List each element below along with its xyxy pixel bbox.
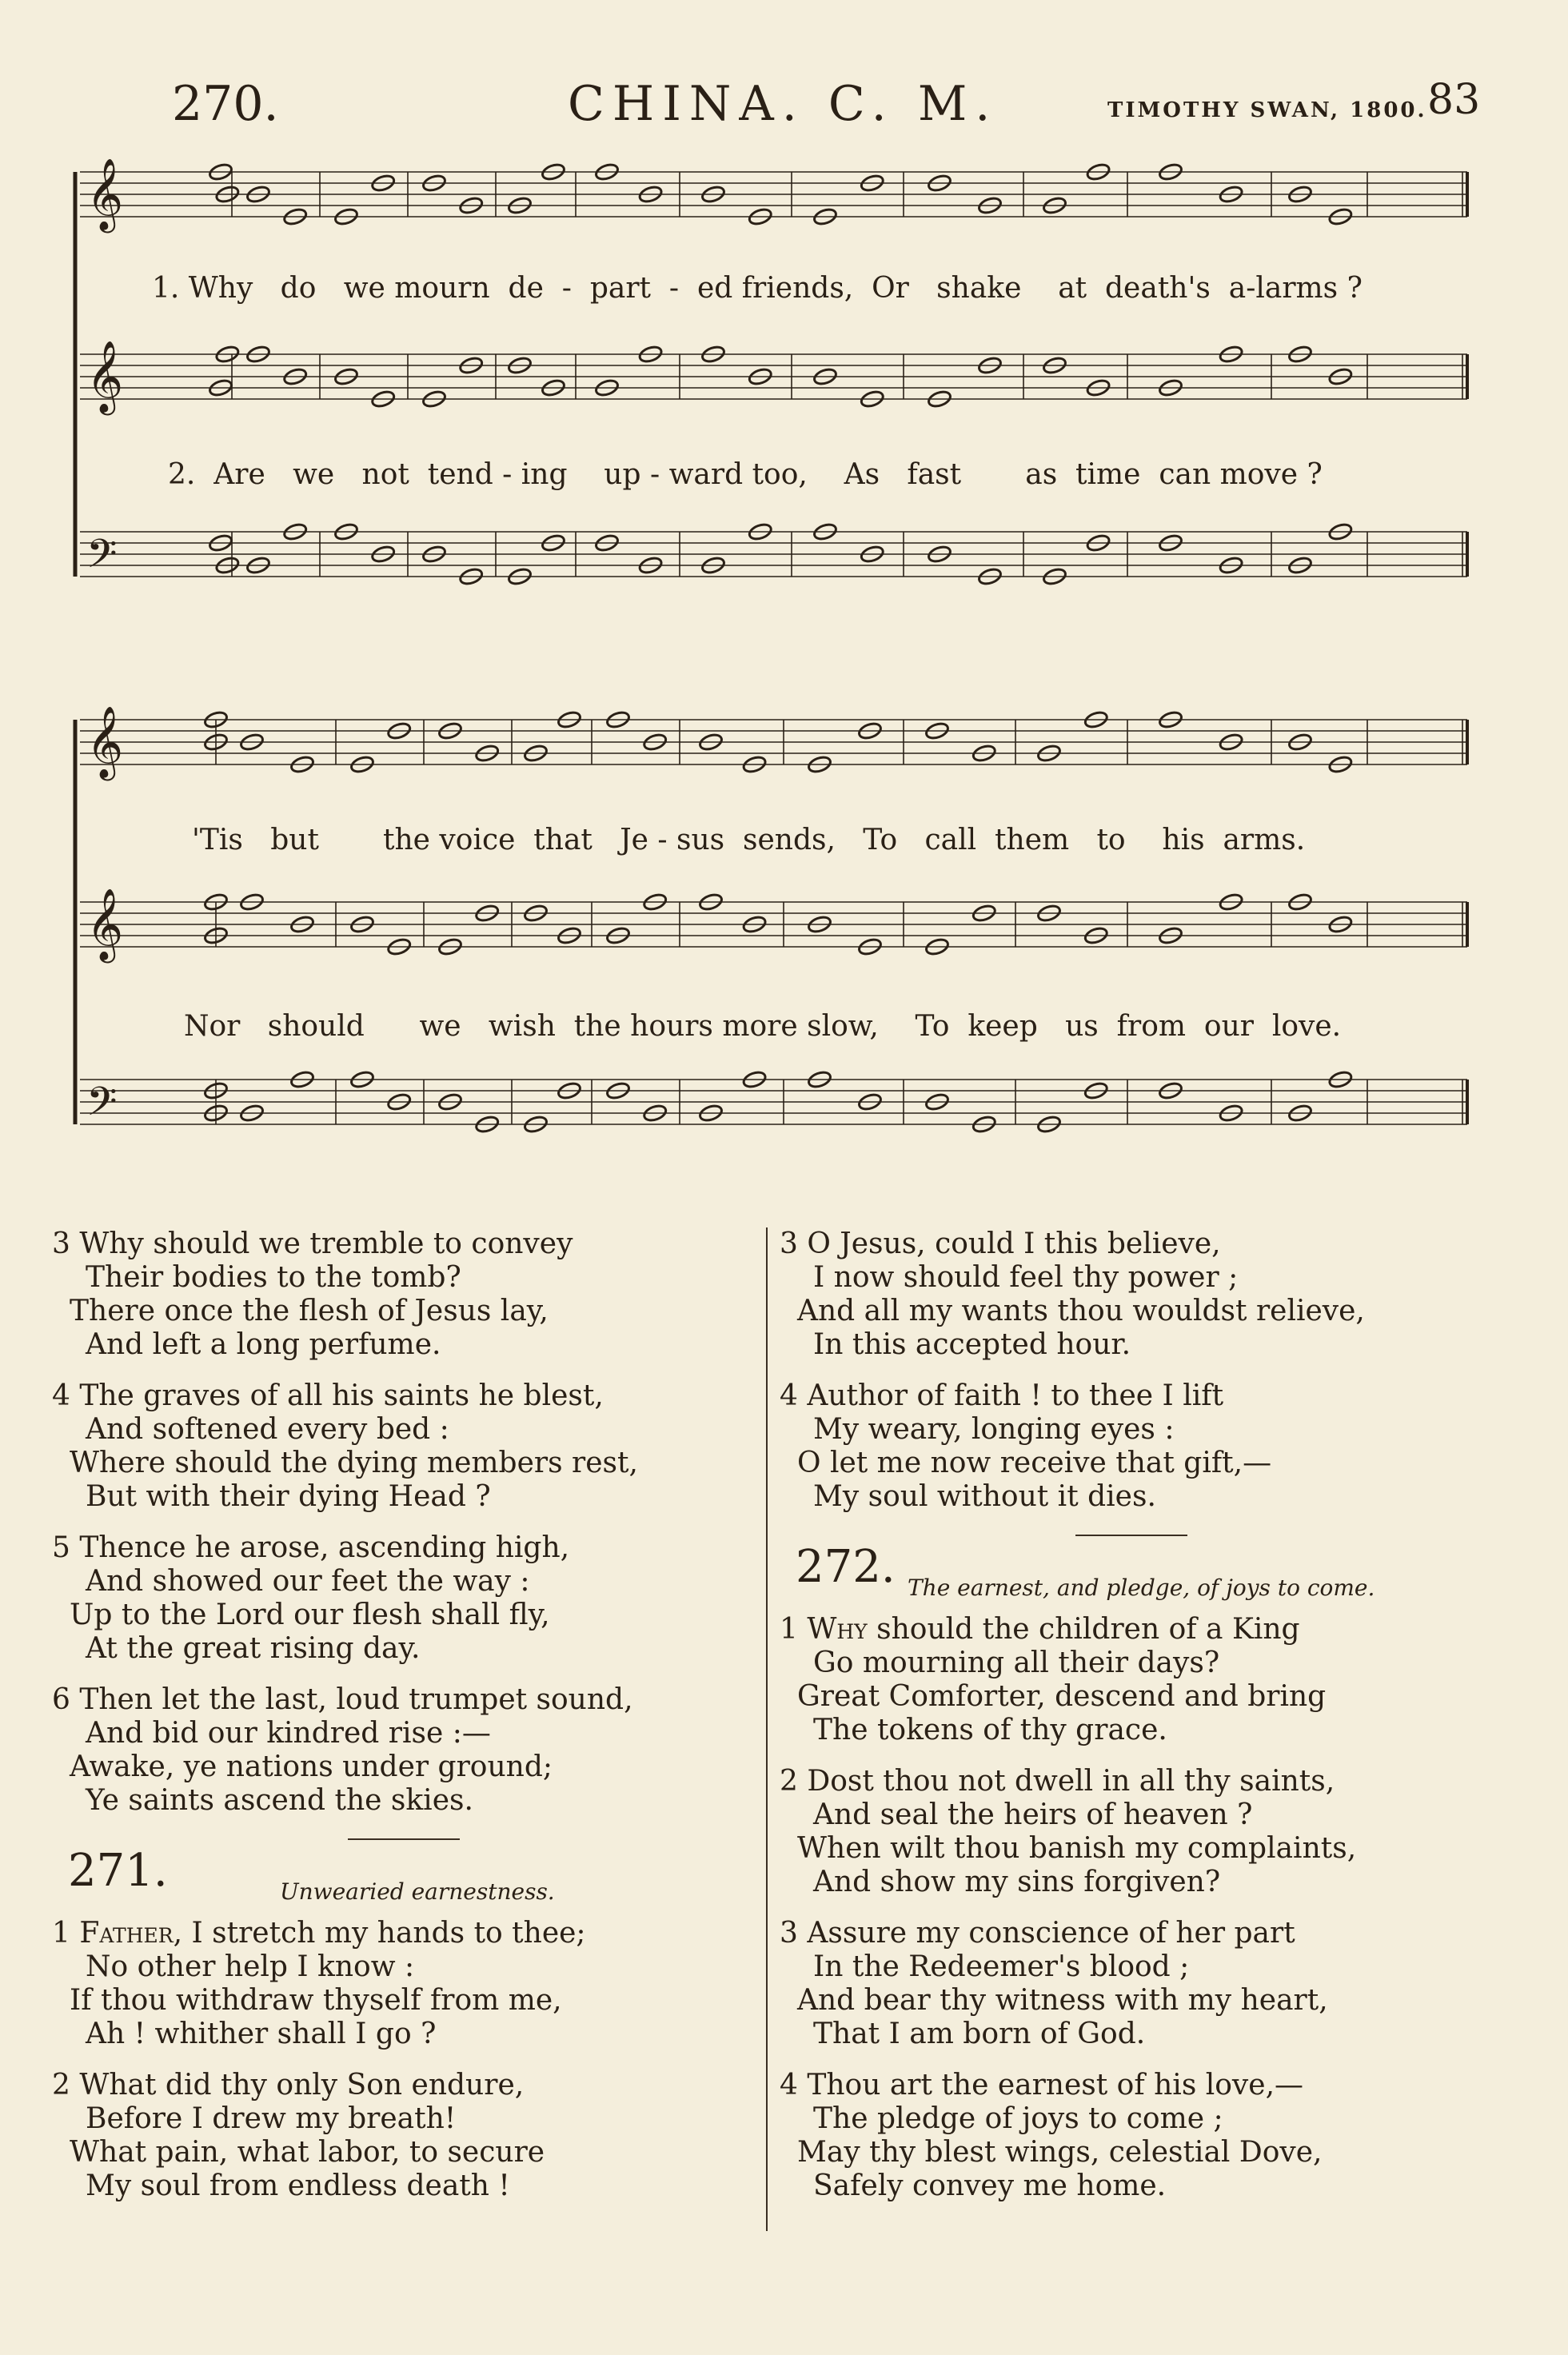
page-header (0, 76, 1568, 140)
stanza-line: I now should feel thy power ; (813, 1261, 1239, 1294)
stanza-line: In the Redeemer's blood ; (813, 1950, 1190, 1983)
lyric-line-verse-2: Nor should we wish the hours more slow, To keep us from our love. (184, 1010, 1342, 1043)
stanza-line: 3 O Jesus, could I this believe, (780, 1227, 1221, 1260)
stanza-line (780, 1613, 1483, 1647)
stanza-line: May thy blest wings, celestial Dove, (797, 2136, 1323, 2169)
lyric-line-verse-2: 2. Are we not tend - ing up - ward too, As fast as time can move ? (168, 458, 1323, 491)
stanza-line: And bid our kindred rise :— (86, 1717, 491, 1750)
stanza-line: Up to the Lord our flesh shall fly, (70, 1599, 550, 1631)
stanza-line: Their bodies to the tomb? (86, 1261, 461, 1294)
treble-clef-icon: 𝄞 (86, 341, 124, 413)
stanza-line: Ye saints ascend the skies. (86, 1784, 473, 1817)
hymn-271-heading (52, 1845, 756, 1910)
stanza-line: But with their dying Head ? (86, 1480, 491, 1513)
staves-system-1 (72, 156, 1495, 620)
stanza-line: And show my sins forgiven? (813, 1866, 1221, 1898)
treble-clef-icon: 𝄞 (86, 706, 124, 778)
section-divider (1075, 1535, 1187, 1536)
tune-title: CHINA. C. M. (568, 76, 999, 132)
stanza-line: 4 Thou art the earnest of his love,— (780, 2069, 1304, 2102)
hymn-270-stanzas (52, 1227, 756, 1818)
stanza-line: And softened every bed : (86, 1413, 449, 1446)
stanza-line: Awake, ye nations under ground; (70, 1750, 553, 1783)
stanza-line: That I am born of God. (813, 2018, 1146, 2050)
stanza-line: 4 The graves of all his saints he blest, (52, 1379, 604, 1412)
stanza-number: 1 (780, 1613, 798, 1646)
bass-clef-icon: 𝄢 (86, 531, 118, 587)
stanza (780, 1917, 1483, 2051)
stanza (52, 1227, 756, 1362)
line-text: should the children of a King (876, 1613, 1300, 1646)
treble-clef-icon: 𝄞 (86, 888, 124, 960)
first-word: Father, (79, 1917, 183, 1950)
hymn-272-number: 272. (796, 1541, 896, 1593)
stanza-line: Where should the dying members rest, (70, 1447, 638, 1479)
music-system-2 (72, 704, 1495, 1168)
lyric-line-verse-1: 'Tis but the voice that Je - sus sends, To call them to his arms. (192, 824, 1306, 856)
stanza-line: And left a long perfume. (86, 1328, 441, 1361)
stanza-line (52, 1917, 756, 1950)
stanza (52, 1917, 756, 2051)
stanza-line: The tokens of thy grace. (813, 1714, 1167, 1746)
stanza-line: And seal the heirs of heaven ? (813, 1798, 1253, 1831)
stanza-line: 4 Author of faith ! to thee I lift (780, 1379, 1224, 1412)
page-number: 83 (1427, 76, 1481, 124)
composer-credit: TIMOTHY SWAN, 1800. (1107, 98, 1427, 122)
stanza-line: O let me now receive that gift,— (797, 1447, 1272, 1479)
stanza (52, 2069, 756, 2203)
hymn-271-more-stanzas (52, 2069, 756, 2203)
stanza-line: The pledge of joys to come ; (813, 2102, 1223, 2135)
left-column (52, 1227, 756, 2221)
hymn-272-more-stanzas (780, 1765, 1483, 2203)
stanza-line: And showed our feet the way : (86, 1565, 530, 1598)
stanza (52, 1379, 756, 1514)
stanza (780, 1765, 1483, 1899)
hymn-272-heading (780, 1541, 1483, 1607)
first-word: Why (807, 1613, 868, 1646)
stanza-line: Before I drew my breath! (86, 2102, 457, 2135)
stanza-line: 6 Then let the last, loud trumpet sound, (52, 1683, 633, 1716)
column-divider (766, 1227, 768, 2231)
stanza-line: 2 What did thy only Son endure, (52, 2069, 525, 2102)
stanza-line: 2 Dost thou not dwell in all thy saints, (780, 1765, 1335, 1798)
right-column (780, 1227, 1483, 2221)
section-divider (348, 1838, 460, 1840)
stanza-line: 5 Thence he arose, ascending high, (52, 1531, 570, 1564)
stanza-line: No other help I know : (86, 1950, 415, 1983)
staves-system-2 (72, 704, 1495, 1168)
stanza-line: At the great rising day. (86, 1632, 421, 1665)
stanza (780, 1613, 1483, 1747)
stanza-line: There once the flesh of Jesus lay, (70, 1295, 549, 1327)
music-system-1 (72, 156, 1495, 620)
stanza-number: 1 (52, 1917, 70, 1950)
stanza-line: Safely convey me home. (813, 2169, 1167, 2202)
stanza-line: And all my wants thou wouldst relieve, (797, 1295, 1365, 1327)
stanza (52, 1531, 756, 1666)
stanza-line: When wilt thou banish my complaints, (797, 1832, 1357, 1865)
line-text: I stretch my hands to thee; (191, 1917, 586, 1950)
hymn-271-title: Unwearied earnestness. (280, 1878, 555, 1905)
stanza (780, 1379, 1483, 1514)
stanza-line: My weary, longing eyes : (813, 1413, 1175, 1446)
stanza-line: What pain, what labor, to secure (70, 2136, 545, 2169)
stanza (52, 1683, 756, 1818)
stanza-line: Great Comforter, descend and bring (797, 1680, 1327, 1713)
stanza-line: 3 Assure my conscience of her part (780, 1917, 1295, 1950)
hymn-number: 270. (172, 76, 279, 132)
treble-clef-icon: 𝄞 (86, 158, 124, 230)
stanza-line: My soul without it dies. (813, 1480, 1156, 1513)
stanza-line: Go mourning all their days? (813, 1647, 1220, 1679)
stanza-line: 3 Why should we tremble to convey (52, 1227, 573, 1260)
stanza-line: My soul from endless death ! (86, 2169, 510, 2202)
stanza (780, 2069, 1483, 2203)
hymn-271-continued-stanzas (780, 1227, 1483, 1514)
stanza (780, 1227, 1483, 1362)
hymn-271-number: 271. (68, 1845, 168, 1897)
lyric-line-verse-1: 1. Why do we mourn de - part - ed friends, Or shake at death's a-larms ? (152, 272, 1363, 305)
stanza-line: In this accepted hour. (813, 1328, 1131, 1361)
stanza-line: If thou withdraw thyself from me, (70, 1984, 562, 2017)
stanza-line: Ah ! whither shall I go ? (86, 2018, 437, 2050)
stanza-line: And bear thy witness with my heart, (797, 1984, 1328, 2017)
hymn-272-title: The earnest, and pledge, of joys to come. (908, 1575, 1375, 1601)
bass-clef-icon: 𝄢 (86, 1079, 118, 1135)
